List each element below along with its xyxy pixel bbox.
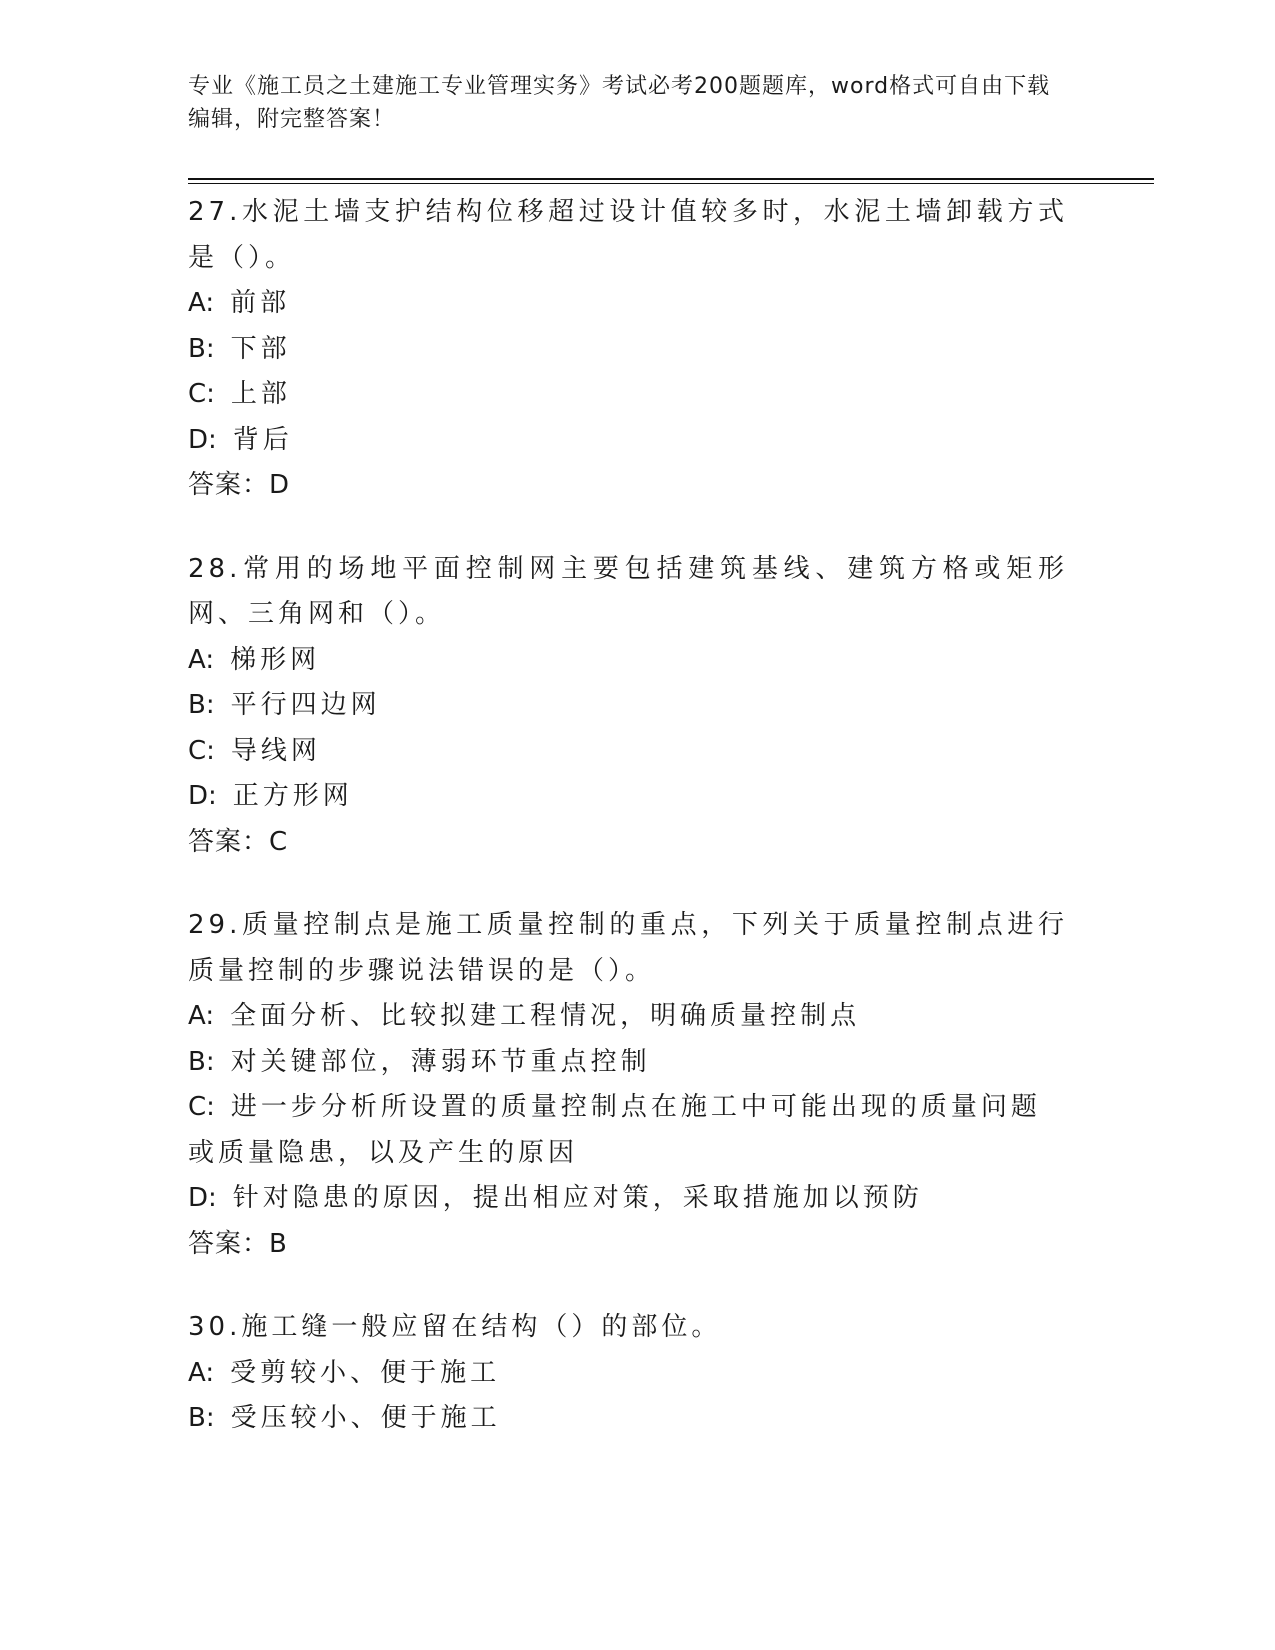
option-a: [188, 638, 1068, 684]
question-29: [188, 903, 1068, 1267]
option-text: 对关键部位，薄弱环节重点控制: [230, 1046, 651, 1077]
option-letter: C:: [188, 1092, 215, 1122]
option-b: [188, 1040, 1068, 1086]
answer-line: 答案：B: [188, 1228, 288, 1259]
option-letter: B:: [188, 333, 215, 364]
option-letter: B:: [188, 690, 215, 720]
option-letter: A:: [188, 1357, 215, 1388]
option-text: 进一步分析所设置的质量控制点在施工中可能出现的质量问题或质量隐患，以及产生的原因: [188, 1092, 1041, 1168]
option-d: [188, 774, 1068, 820]
option-text: 正方形网: [232, 781, 353, 811]
option-b: [188, 327, 1068, 373]
question-28: [188, 547, 1068, 866]
option-c: [188, 372, 1068, 418]
option-d: [188, 1176, 1068, 1222]
question-text: 27.水泥土墙支护结构位移超过设计值较多时，水泥土墙卸载方式是（）。: [188, 197, 1068, 273]
option-letter: C:: [188, 735, 215, 766]
question-list: [188, 190, 1068, 1480]
option-d: [188, 418, 1068, 464]
option-a: [188, 1351, 1068, 1397]
option-text: 上部: [230, 379, 291, 409]
option-text: 受压较小、便于施工: [230, 1403, 501, 1433]
option-letter: B:: [188, 1046, 215, 1077]
option-text: 平行四边网: [230, 690, 381, 720]
question-text: 29.质量控制点是施工质量控制的重点，下列关于质量控制点进行质量控制的步骤说法错误的是（）。: [188, 910, 1068, 986]
option-text: 梯形网: [230, 644, 321, 675]
option-text: 下部: [230, 333, 291, 364]
option-text: 导线网: [230, 735, 321, 766]
question-text: 30.施工缝一般应留在结构（）的部位。: [188, 1312, 722, 1342]
option-letter: A:: [188, 644, 215, 675]
option-letter: D:: [188, 424, 217, 455]
header-divider-thick: [188, 178, 1154, 180]
question-30: [188, 1305, 1068, 1442]
answer-line: 答案：C: [188, 826, 289, 857]
option-a: [188, 994, 1068, 1040]
question-text: 28.常用的场地平面控制网主要包括建筑基线、建筑方格或矩形网、三角网和（）。: [188, 553, 1068, 629]
option-c: [188, 1085, 1068, 1176]
option-letter: A:: [188, 288, 215, 318]
option-b: [188, 1396, 1068, 1442]
option-letter: C:: [188, 379, 215, 409]
answer-line: 答案：D: [188, 470, 291, 500]
option-text: 背后: [232, 424, 293, 455]
option-text: 受剪较小、便于施工: [230, 1357, 501, 1388]
option-text: 全面分析、比较拟建工程情况，明确质量控制点: [230, 1001, 861, 1031]
option-text: 针对隐患的原因，提出相应对策，采取措施加以预防: [232, 1183, 923, 1213]
option-letter: D:: [188, 781, 217, 811]
option-a: [188, 281, 1068, 327]
option-letter: A:: [188, 1001, 215, 1031]
question-27: [188, 190, 1068, 509]
option-letter: D:: [188, 1183, 217, 1213]
option-c: [188, 729, 1068, 775]
option-letter: B:: [188, 1403, 215, 1433]
document-header: 专业《施工员之土建施工专业管理实务》考试必考200题题库，word格式可自由下载编辑，附完整答案！: [188, 74, 1051, 132]
header-divider-thin: [188, 183, 1154, 184]
option-text: 前部: [230, 288, 291, 318]
option-b: [188, 683, 1068, 729]
